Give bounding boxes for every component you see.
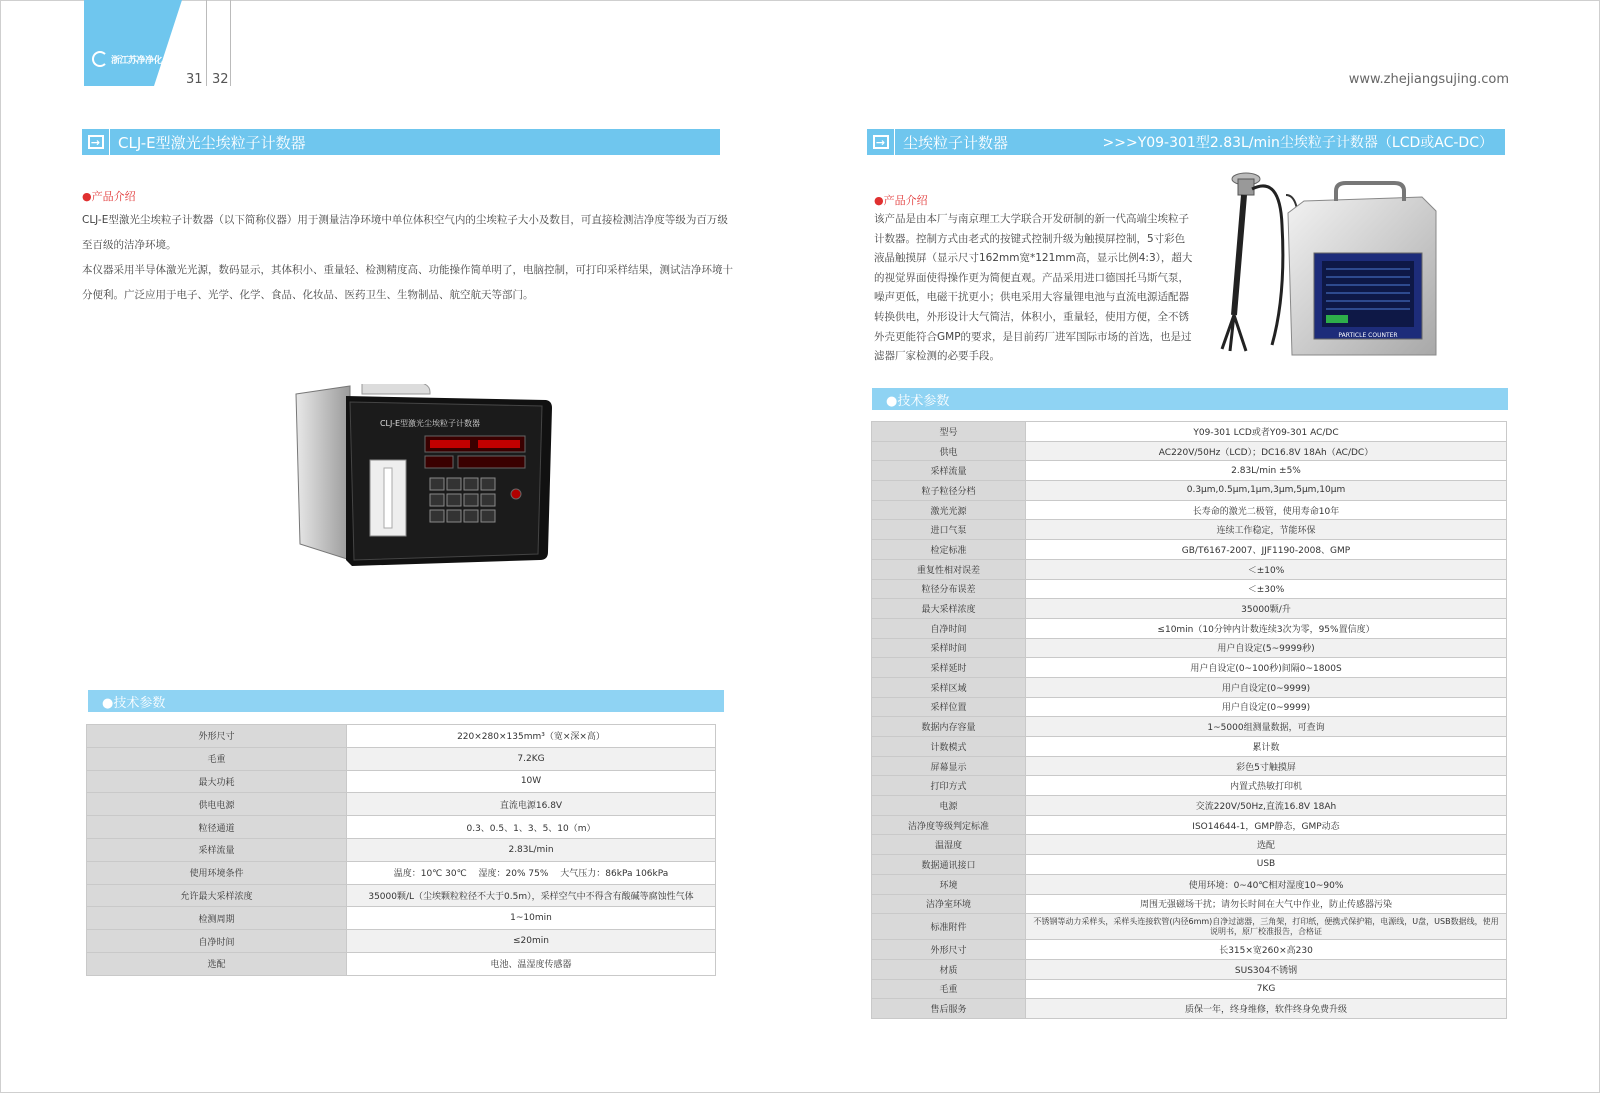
spec-key: 最大功耗	[87, 770, 347, 793]
spec-value: 7.2KG	[347, 747, 716, 770]
spec-value: 不锈钢等动力采样头，采样头连接软管(内径6mm)自净过滤器，三角架，打印纸，便携式保护箱，电源线，U盘，USB数据线，使用说明书，原厂校准报告，合格证	[1026, 914, 1507, 940]
left-intro-label: ●产品介绍	[82, 190, 136, 203]
table-row	[87, 861, 716, 884]
spec-key: 温湿度	[872, 835, 1026, 855]
spec-value: ＜±10%	[1026, 559, 1507, 579]
intro-line: 滤器厂家检测的必要手段。	[874, 350, 1000, 363]
screen-label: PARTICLE COUNTER	[1338, 332, 1398, 339]
company-logo	[92, 46, 163, 72]
spec-value: 彩色5寸触摸屏	[1026, 756, 1507, 776]
table-row	[872, 481, 1507, 501]
spec-key: 采样时间	[872, 638, 1026, 658]
table-row	[872, 441, 1507, 461]
left-section-header	[82, 129, 720, 155]
logo-ring-icon	[92, 51, 108, 67]
spec-value: 交流220V/50Hz,直流16.8V 18Ah	[1026, 796, 1507, 816]
intro-line: 本仪器采用半导体激光光源，数码显示，其体积小、重量轻、检测精度高、功能操作简单明了，电脑控制，可打印采样结果，测试洁净环境十	[82, 264, 733, 276]
intro-line: 转换供电，外形设计大气简洁，体积小，重量轻，使用方便，全不锈	[874, 310, 1189, 323]
spec-key: 粒子粒径分档	[872, 481, 1026, 501]
spec-value: 2.83L/min ±5%	[1026, 461, 1507, 481]
spec-value: 长寿命的激光二极管，使用寿命10年	[1026, 500, 1507, 520]
spec-value: 10W	[347, 770, 716, 793]
spec-key: 进口气泵	[872, 520, 1026, 540]
spec-key: 洁净度等级判定标准	[872, 815, 1026, 835]
logo-tab-corner	[154, 0, 182, 86]
spec-value: 周围无强磁场干扰；请勿长时间在大气中作业，防止传感器污染	[1026, 894, 1507, 914]
spec-key: 最大采样浓度	[872, 599, 1026, 619]
table-row	[872, 979, 1507, 999]
arrow-box-icon: →	[867, 129, 895, 155]
spec-key: 允许最大采样浓度	[87, 884, 347, 907]
spec-key: 采样区域	[872, 677, 1026, 697]
table-row	[872, 999, 1507, 1019]
spec-value: 0.3μm,0.5μm,1μm,3μm,5μm,10μm	[1026, 481, 1507, 501]
logo-tab	[84, 0, 154, 86]
intro-line: 至百级的洁净环境。	[82, 239, 177, 251]
table-row	[87, 816, 716, 839]
table-row	[872, 874, 1507, 894]
spec-key: 外形尺寸	[872, 940, 1026, 960]
spec-key: 自净时间	[87, 930, 347, 953]
intro-line: 该产品是由本厂与南京理工大学联合开发研制的新一代高端尘埃粒子	[874, 213, 1189, 225]
intro-line: CLJ-E型激光尘埃粒子计数器（以下简称仪器）用于测量洁净环境中单位体积空气内的尘埃粒子大小及数目，可直接检测洁净度等级为百万级	[82, 214, 728, 226]
left-params-header: ●技术参数	[88, 690, 724, 712]
header-divider	[230, 0, 231, 86]
intro-line: 液晶触摸屏（显示尺寸162mm宽*121mm高，显示比例4:3），超大	[874, 252, 1193, 265]
table-row	[872, 638, 1507, 658]
spec-value: 内置式热敏打印机	[1026, 776, 1507, 796]
spec-key: 供电	[872, 441, 1026, 461]
spec-key: 数据内存容量	[872, 717, 1026, 737]
spec-value: 7KG	[1026, 979, 1507, 999]
spec-value: Y09-301 LCD或者Y09-301 AC/DC	[1026, 422, 1507, 442]
spec-key: 供电电源	[87, 793, 347, 816]
spec-key: 采样流量	[87, 838, 347, 861]
spec-value: 用户自设定(0~100秒)间隔0~1800S	[1026, 658, 1507, 678]
right-spec-table	[871, 421, 1507, 1019]
table-row	[872, 815, 1507, 835]
table-row	[872, 461, 1507, 481]
table-row	[872, 717, 1507, 737]
left-intro-text	[82, 208, 742, 308]
spec-value: 连续工作稳定，节能环保	[1026, 520, 1507, 540]
table-row	[872, 618, 1507, 638]
spec-value: 使用环境：0~40℃相对湿度10~90%	[1026, 874, 1507, 894]
spec-key: 毛重	[87, 747, 347, 770]
arrow-box-icon: →	[82, 129, 110, 155]
spec-key: 计数模式	[872, 737, 1026, 757]
table-row	[872, 658, 1507, 678]
spec-key: 采样延时	[872, 658, 1026, 678]
intro-line: 噪声更低，电磁干扰更小；供电采用大容量锂电池与直流电源适配器	[874, 291, 1189, 304]
table-row	[872, 855, 1507, 875]
left-spec-body	[87, 725, 716, 976]
spec-key: 型号	[872, 422, 1026, 442]
spec-value: 用户自设定(5~9999秒)	[1026, 638, 1507, 658]
table-row	[872, 959, 1507, 979]
spec-value: 电池、温湿度传感器	[347, 952, 716, 975]
table-row	[872, 500, 1507, 520]
table-row	[87, 793, 716, 816]
spec-key: 采样流量	[872, 461, 1026, 481]
intro-line: 分便利。广泛应用于电子、光学、化学、食品、化妆品、医药卫生、生物制品、航空航天等部门。	[82, 289, 534, 301]
spec-key: 毛重	[872, 979, 1026, 999]
right-spec-body	[872, 422, 1507, 1019]
spec-key: 洁净室环境	[872, 894, 1026, 914]
spec-value: GB/T6167-2007、JJF1190-2008、GMP	[1026, 540, 1507, 560]
spec-key: 售后服务	[872, 999, 1026, 1019]
device-label: CLJ-E型激光尘埃粒子计数器	[379, 419, 481, 428]
spec-value: 2.83L/min	[347, 838, 716, 861]
spec-value: 0.3、0.5、1、3、5、10（m）	[347, 816, 716, 839]
intro-line: 的视觉界面使得操作更为简便直观。产品采用进口德国托马斯气泵，	[874, 271, 1189, 284]
spec-key: 打印方式	[872, 776, 1026, 796]
intro-line: 外壳更能符合GMP的要求，是目前药厂进军国际市场的首选，也是过	[874, 330, 1192, 343]
spec-value: 选配	[1026, 835, 1507, 855]
table-row	[872, 559, 1507, 579]
table-row	[87, 747, 716, 770]
right-intro-text	[874, 210, 1214, 367]
clj-e-device-image	[290, 384, 552, 566]
spec-value: ≤20min	[347, 930, 716, 953]
spec-value: USB	[1026, 855, 1507, 875]
table-row	[872, 579, 1507, 599]
spec-value: 质保一年，终身维修，软件终身免费升级	[1026, 999, 1507, 1019]
table-row	[87, 770, 716, 793]
spec-value: ≤10min（10分钟内计数连续3次为零，95%置信度）	[1026, 618, 1507, 638]
spec-value: 累计数	[1026, 737, 1507, 757]
spec-key: 材质	[872, 959, 1026, 979]
spec-value: 用户自设定(0~9999)	[1026, 697, 1507, 717]
table-row	[87, 884, 716, 907]
spec-key: 检定标准	[872, 540, 1026, 560]
right-section-header	[867, 129, 1505, 155]
spec-key: 选配	[87, 952, 347, 975]
spec-value: 35000颗/L（尘埃颗粒粒径不大于0.5m），采样空气中不得含有酸碱等腐蚀性气体	[347, 884, 716, 907]
right-section-subtitle: >>>Y09-301型2.83L/min尘埃粒子计数器（LCD或AC-DC）	[1102, 135, 1493, 151]
table-row	[87, 930, 716, 953]
table-row	[872, 914, 1507, 940]
table-row	[87, 838, 716, 861]
right-intro-label: ●产品介绍	[874, 194, 928, 207]
table-row	[872, 422, 1507, 442]
spec-key: 自净时间	[872, 618, 1026, 638]
spec-key: 电源	[872, 796, 1026, 816]
logo-text: 浙江苏净净化	[111, 55, 163, 66]
right-params-header: ●技术参数	[872, 388, 1508, 410]
spec-key: 屏幕显示	[872, 756, 1026, 776]
page-number-right: 32	[212, 72, 229, 87]
spec-key: 外形尺寸	[87, 725, 347, 748]
spec-value: 长315×宽260×高230	[1026, 940, 1507, 960]
spec-value: AC220V/50Hz（LCD）；DC16.8V 18Ah（AC/DC）	[1026, 441, 1507, 461]
spec-key: 激光光源	[872, 500, 1026, 520]
website-url: www.zhejiangsujing.com	[1348, 72, 1509, 87]
header-divider	[206, 0, 207, 86]
spec-key: 检测周期	[87, 907, 347, 930]
spec-value: 220×280×135mm³（宽×深×高）	[347, 725, 716, 748]
right-section-title: 尘埃粒子计数器	[903, 133, 1009, 152]
table-row	[87, 952, 716, 975]
spec-key: 使用环境条件	[87, 861, 347, 884]
left-spec-table	[86, 724, 716, 976]
table-row	[872, 940, 1507, 960]
spec-value: 1~10min	[347, 907, 716, 930]
table-row	[872, 677, 1507, 697]
spec-key: 重复性相对误差	[872, 559, 1026, 579]
table-row	[872, 756, 1507, 776]
spec-value: 温度：10℃ 30℃ 湿度：20% 75% 大气压力：86kPa 106kPa	[347, 861, 716, 884]
spec-key: 标准附件	[872, 914, 1026, 940]
spec-key: 环境	[872, 874, 1026, 894]
spec-key: 数据通讯接口	[872, 855, 1026, 875]
spec-key: 粒径通道	[87, 816, 347, 839]
y09-301-device-image	[1216, 165, 1452, 361]
table-row	[872, 540, 1507, 560]
table-row	[872, 520, 1507, 540]
left-section-title: CLJ-E型激光尘埃粒子计数器	[118, 133, 306, 152]
spec-value: 用户自设定(0~9999)	[1026, 677, 1507, 697]
spec-value: 直流电源16.8V	[347, 793, 716, 816]
table-row	[872, 894, 1507, 914]
table-row	[872, 697, 1507, 717]
spec-value: SUS304不锈钢	[1026, 959, 1507, 979]
spec-value: 1~5000组测量数据，可查询	[1026, 717, 1507, 737]
table-row	[872, 599, 1507, 619]
table-row	[872, 796, 1507, 816]
table-row	[872, 835, 1507, 855]
intro-line: 计数器。控制方式由老式的按键式控制升级为触摸屏控制，5寸彩色	[874, 232, 1186, 245]
table-row	[872, 776, 1507, 796]
spec-key: 粒径分布误差	[872, 579, 1026, 599]
spec-key: 采样位置	[872, 697, 1026, 717]
page-number-left: 31	[186, 72, 203, 87]
table-row	[87, 725, 716, 748]
spec-value: ＜±30%	[1026, 579, 1507, 599]
table-row	[872, 737, 1507, 757]
table-row	[87, 907, 716, 930]
spec-value: ISO14644-1，GMP静态，GMP动态	[1026, 815, 1507, 835]
spec-value: 35000颗/升	[1026, 599, 1507, 619]
